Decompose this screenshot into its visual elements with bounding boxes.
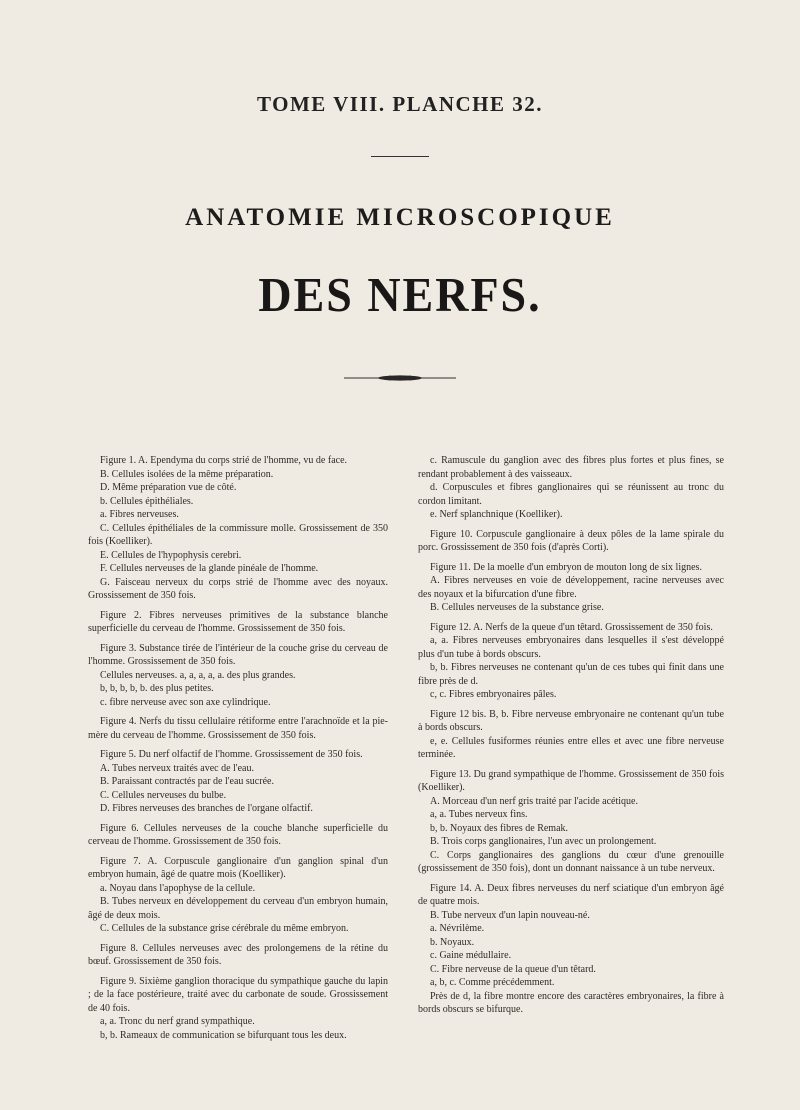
figure-caption: Figure 12 bis. B, b. Fibre nerveuse embryonaire ne contenant qu'un tube à bords obscurs. <box>418 708 724 733</box>
caption-item: G. Faisceau nerveux du corps strié de l'homme avec des noyaux. Grossissement de 350 fois. <box>88 576 388 601</box>
title-line-2: DES NERFS. <box>258 267 542 322</box>
figure-caption: Figure 13. Du grand sympathique de l'homme. Grossissement de 350 fois (Koelliker). <box>418 768 724 793</box>
caption-item: b, b. Fibres nerveuses ne contenant qu'un de ces tubes qui finit dans une fibre près de d. <box>418 662 724 687</box>
caption-item: C. Cellules de la substance grise cérébrale du même embryon. <box>100 923 349 934</box>
caption-item: F. Cellules nerveuses de la glande pinéale de l'homme. <box>100 563 319 574</box>
figure-caption: Figure 3. Substance tirée de l'intérieur de la couche grise du cerveau de l'homme. Grossissement de 350 fois. <box>88 642 388 667</box>
caption-item: A. Morceau d'un nerf gris traité par l'acide acétique. <box>430 795 638 807</box>
caption-item: c. Ramuscule du ganglion avec des fibres plus fortes et plus fines, se rendant probablement à des vaisseaux. <box>418 455 724 480</box>
figure-caption: Figure 14. A. Deux fibres nerveuses du nerf sciatique d'un embryon âgé de quatre mois. <box>418 882 724 907</box>
caption-item: a, a. Tronc du nerf grand sympathique. <box>100 1016 255 1027</box>
left-column <box>88 454 388 1042</box>
caption-item: C. Cellules nerveuses du bulbe. <box>100 789 227 801</box>
figure-caption: Figure 5. Du nerf olfactif de l'homme. Grossissement de 350 fois. <box>100 749 363 760</box>
caption-item: D. Fibres nerveuses des branches de l'organe olfactif. <box>100 803 313 814</box>
caption-item: b, b. Noyaux des fibres de Remak. <box>430 822 569 834</box>
caption-item: B. Tube nerveux d'un lapin nouveau-né. <box>430 909 590 921</box>
caption-item: b. Noyaux. <box>430 936 475 948</box>
caption-item: Cellules nerveuses. a, a, a, a, a. des plus grandes. <box>100 669 296 681</box>
tome-heading: TOME VIII. PLANCHE 32. <box>256 92 543 116</box>
figure-caption: Figure 1. A. Ependyma du corps strié de l'homme, vu de face. <box>100 455 348 466</box>
caption-item: a, a. Fibres nerveuses embryonaires dans lesquelles il s'est développé plus d'un tube à bords obscurs. <box>418 635 724 660</box>
figure-caption: Figure 7. A. Corpuscule ganglionaire d'un ganglion spinal d'un embryon humain, âgé de quatre mois (Koelliker). <box>88 855 388 880</box>
caption-item: b, b, b, b, b. des plus petites. <box>100 683 214 694</box>
caption-item: B. Paraissant contractés par de l'eau sucrée. <box>100 776 274 787</box>
caption-item: a. Névrilème. <box>430 923 485 934</box>
caption-item: e, e. Cellules fusiformes réunies entre elles et avec une fibre nerveuse terminée. <box>418 735 724 760</box>
caption-item: C. Corps ganglionaires des ganglions du cœur d'une grenouille (grossissement de 350 fois), dont un donnant naissance à un tube nerveux. <box>418 849 724 874</box>
caption-item: b. Cellules épithéliales. <box>100 495 194 507</box>
caption-item: a. Noyau dans l'apophyse de la cellule. <box>100 882 256 894</box>
figure-caption: Figure 12. A. Nerfs de la queue d'un têtard. Grossissement de 350 fois. <box>430 621 713 633</box>
caption-item: E. Cellules de l'hypophysis cerebri. <box>100 549 242 561</box>
caption-item: d. Corpuscules et fibres ganglionaires qui se réunissent au tronc du cordon limitant. <box>418 482 724 507</box>
caption-item: c. Gaine médullaire. <box>430 950 512 961</box>
figure-caption: Figure 6. Cellules nerveuses de la couche blanche superficielle du cerveau de l'homme. Grossissement de 350 fois. <box>88 822 388 847</box>
figure-caption: Figure 4. Nerfs du tissu cellulaire rétiforme entre l'arachnoïde et la pie-mère du cerveau de l'homme. Grossissement de 350 fois. <box>88 716 388 741</box>
caption-item: b, b. Rameaux de communication se bifurquant tous les deux. <box>100 1029 347 1041</box>
caption-item: e. Nerf splanchnique (Koelliker). <box>430 509 563 520</box>
figure-caption: Figure 2. Fibres nerveuses primitives de la substance blanche superficielle du cerveau de l'homme. Grossissement de 350 fois. <box>88 609 388 634</box>
caption-item: Près de d, la fibre montre encore des caractères embryonaires, la fibre à bords obscurs se bifurque. <box>418 990 724 1015</box>
caption-item: C. Cellules épithéliales de la commissure molle. Grossissement de 350 fois (Koelliker). <box>88 522 388 547</box>
caption-item: B. Tubes nerveux en développement du cerveau d'un embryon humain, âgé de deux mois. <box>88 896 388 921</box>
figure-caption: Figure 8. Cellules nerveuses avec des prolongemens de la rétine du bœuf. Grossissement de 350 fois. <box>88 942 388 967</box>
right-column <box>418 454 724 1017</box>
ornament-divider <box>344 372 456 384</box>
caption-item: a. Fibres nerveuses. <box>100 509 179 520</box>
caption-item: A. Fibres nerveuses en voie de développement, racine nerveuses avec des noyaux et la bifurcation d'une fibre. <box>418 575 724 600</box>
caption-item: C. Fibre nerveuse de la queue d'un têtard. <box>430 963 596 975</box>
short-rule <box>371 156 429 157</box>
caption-item: B. Cellules nerveuses de la substance grise. <box>430 602 604 613</box>
figure-caption: Figure 10. Corpuscule ganglionaire à deux pôles de la lame spirale du porc. Grossissement de 350 fois (d'après Corti). <box>418 528 724 553</box>
caption-item: A. Tubes nerveux traités avec de l'eau. <box>100 762 254 774</box>
caption-item: D. Même préparation vue de côté. <box>100 482 237 493</box>
caption-item: c, c. Fibres embryonaires pâles. <box>430 689 557 700</box>
caption-item: a, a. Tubes nerveux fins. <box>430 809 528 820</box>
caption-item: B. Cellules isolées de la même préparation. <box>100 468 274 480</box>
figure-caption: Figure 11. De la moelle d'un embryon de mouton long de six lignes. <box>430 561 702 573</box>
caption-item: a, b, c. Comme précédemment. <box>430 977 555 988</box>
figure-caption: Figure 9. Sixième ganglion thoracique du sympathique gauche du lapin ; de la face postérieure, traité avec du carbonate de soude. Grossissement de 40 fois. <box>88 975 388 1014</box>
caption-item: B. Trois corps ganglionaires, l'un avec un prolongement. <box>430 836 657 847</box>
caption-item: c. fibre nerveuse avec son axe cylindrique. <box>100 696 271 708</box>
title-line-1: ANATOMIE MICROSCOPIQUE <box>185 204 615 231</box>
